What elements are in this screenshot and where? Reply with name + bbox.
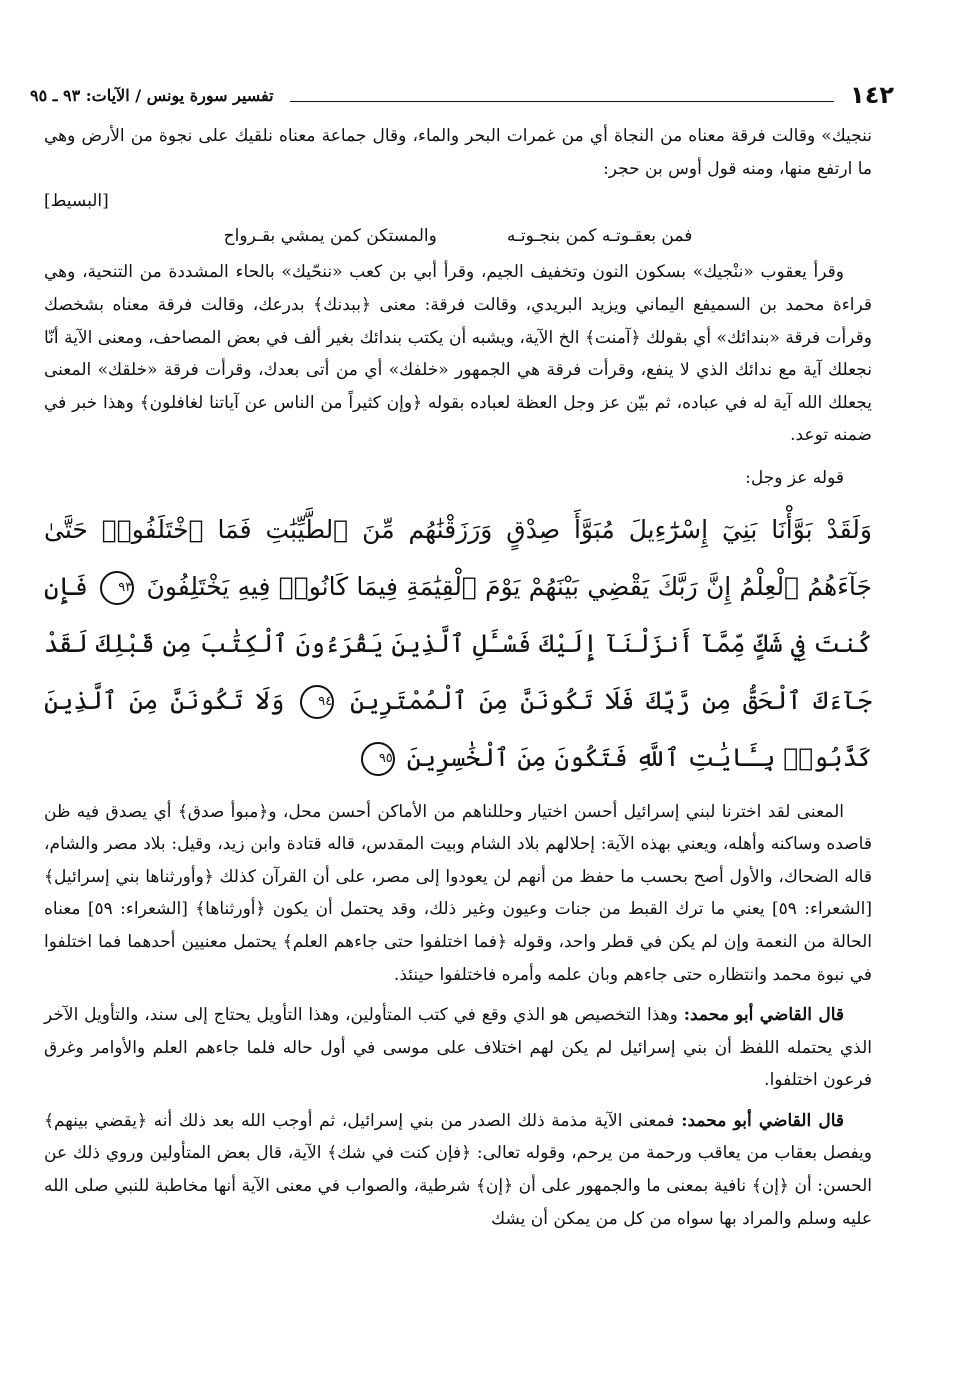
poem-hemistich-left: والمستكن كمن يمشي بقـرواح bbox=[223, 225, 437, 246]
page-body bbox=[44, 120, 872, 1235]
ayah-number-marker: ٩٣ bbox=[100, 571, 134, 605]
header-rule bbox=[290, 101, 834, 102]
speaker-label: قال القاضي أبو محمد: bbox=[683, 1005, 845, 1026]
paragraph-4-text: وهذا التخصيص هو الذي وقع في كتب المتأولين، وهذا التأويل يحتاج إلى سند، والتأويل الآخر الذي يحتمله اللفظ أن بني إسرائيل لم يكن لهم اختلاف على موسى في أول حاله فلما جاءهم العلم والأوامر وغرق فرعون اختلفوا. bbox=[44, 1005, 872, 1091]
ayah-number-marker: ٩٤ bbox=[300, 685, 334, 719]
paragraph-2: وقرأ يعقوب «ننْجيك» بسكون النون وتخفيف الجيم، وقرأ أبي بن كعب «ننحّيك» بالحاء المشددة من التنحية، وهي قراءة محمد بن السميفع اليماني ويزيد البريدي، وقالت فرقة: معنى ﴿ببدنك﴾ بدرعك، وقالت فرقة معناه بشخصك وقرأت فرقة «بندائك» أي بقولك ﴿آمنت﴾ الخ الآية، ويشبه أن يكتب بندائك بغير ألف في بعض المصاحف، ومعنى الآية أنّا نجعلك آية مع ندائك الذي لا ينفع، وقرأت فرقة هي الجمهور «خلفك» أي من أتى بعدك، وقرأت فرقة «خلقك» المعنى يجعلك الله آية له في عباده، ثم بيّن عز وجل العظة لعباده بقوله ﴿وإن كثيراً من الناس عن آياتنا لغافلون﴾ وهذا خبر في ضمنه توعد. bbox=[44, 262, 872, 446]
quran-verse-94: فَإِن كُنتَ فِي شَكٍّ مِّمَّآ أَنزَلْنَآ إِلَيْكَ فَسْـَٔلِ ٱلَّذِينَ يَقْرَءُونَ ٱلْكِتَٰبَ مِن قَبْلِكَ لَقَدْ جَآءَكَ ٱلْحَقُّ مِن رَّبِّكَ فَلَا تَكُونَنَّ مِنَ ٱلْمُمْتَرِينَ bbox=[44, 571, 873, 715]
running-title: تفسير سورة يونس / الآيات: ٩٣ ـ ٩٥ bbox=[30, 85, 274, 105]
paragraph-1-text: ننجيك» وقالت فرقة معناه من النجاة أي من غمرات البحر والماء، وقال جماعة معناه نلقيك على نجوة من الأرض وهي ما ارتفع منها، ومنه قول أوس بن حجر: bbox=[44, 126, 872, 179]
quran-verses bbox=[44, 501, 872, 786]
paragraph-5-text: فمعنى الآية مذمة ذلك الصدر من بني إسرائيل، ثم أوجب الله بعد ذلك أنه ﴿يقضي بينهم﴾ ويفصل بعقاب من يعاقب ورحمة من يرحم، وقوله تعالى: ﴿فإن كنت في شك﴾ الآية، قال بعض المتأولين وروي ذلك عن الحسن: أن ﴿إن﴾ نافية بمعنى ما والجمهور على أن ﴿إن﴾ شرطية، والصواب في معنى الآية أنها مخاطبة للنبي صلى الله عليه وسلم والمراد بها سواه من كل من يمكن أن يشك bbox=[44, 1110, 872, 1229]
poem-hemistich-right: فمن بعقـوتـه كمن بنجـوتـه bbox=[506, 225, 693, 246]
page-header bbox=[30, 78, 894, 112]
quran-intro: قوله عز وجل: bbox=[745, 467, 844, 488]
poem-verse bbox=[44, 220, 872, 253]
ayah-number-marker: ٩٥ bbox=[361, 742, 395, 776]
paragraph-4 bbox=[44, 999, 872, 1097]
page-number: ١٤٢ bbox=[850, 81, 894, 109]
quran-verse-95: وَلَا تَكُونَنَّ مِنَ ٱلَّذِينَ كَذَّبُوا۟ بِـَٔايَٰتِ ٱللَّهِ فَتَكُونَ مِنَ ٱلْخَٰسِرِينَ bbox=[44, 685, 872, 772]
speaker-label: قال القاضي أبو محمد: bbox=[681, 1110, 844, 1131]
paragraph-5 bbox=[44, 1105, 872, 1235]
paragraph-1 bbox=[44, 120, 872, 218]
quran-verse-93: وَلَقَدْ بَوَّأْنَا بَنِيٓ إِسْرَٰٓءِيلَ مُبَوَّأَ صِدْقٍ وَرَزَقْنَٰهُم مِّنَ ٱلطَّيِّبَٰتِ فَمَا ٱخْتَلَفُوا۟ حَتَّىٰ جَآءَهُمُ ٱلْعِلْمُ إِنَّ رَبَّكَ يَقْضِي بَيْنَهُمْ يَوْمَ ٱلْقِيَٰمَةِ فِيمَا كَانُوا۟ فِيهِ يَخْتَلِفُونَ bbox=[44, 514, 873, 601]
paragraph-3: المعنى لقد اخترنا لبني إسرائيل أحسن اختيار وحللناهم من الأماكن أحسن محل، و﴿مبوأ صدق﴾ أي يصدق فيه ظن قاصده وساكنه وأهله، ويعني بهذه الآية: إحلالهم بلاد الشام وبيت المقدس، قاله قتادة وابن زيد، وقيل: بلاد مصر والشام، قاله الضحاك، والأول أصح بحسب ما حفظ من أنهم لن يعودوا إلى مصر، على أن القرآن كذلك ﴿وأورثناها بني إسرائيل﴾ [الشعراء: ٥٩] يعني ما ترك القبط من جنات وعيون وغير ذلك، وقد يحتمل أن يكون ﴿أورثناها﴾ [الشعراء: ٥٩] معناه الحالة من النعمة وإن لم يكن في قطر واحد، وقوله ﴿فما اختلفوا حتى جاءهم العلم﴾ يحتمل معنيين أحدهما فما اختلفوا في نبوة محمد وانتظاره حتى جاءهم وبان علمه وأمره فاختلفوا حينئذ. bbox=[44, 801, 872, 985]
meter-tag: [البسيط] bbox=[44, 191, 109, 212]
